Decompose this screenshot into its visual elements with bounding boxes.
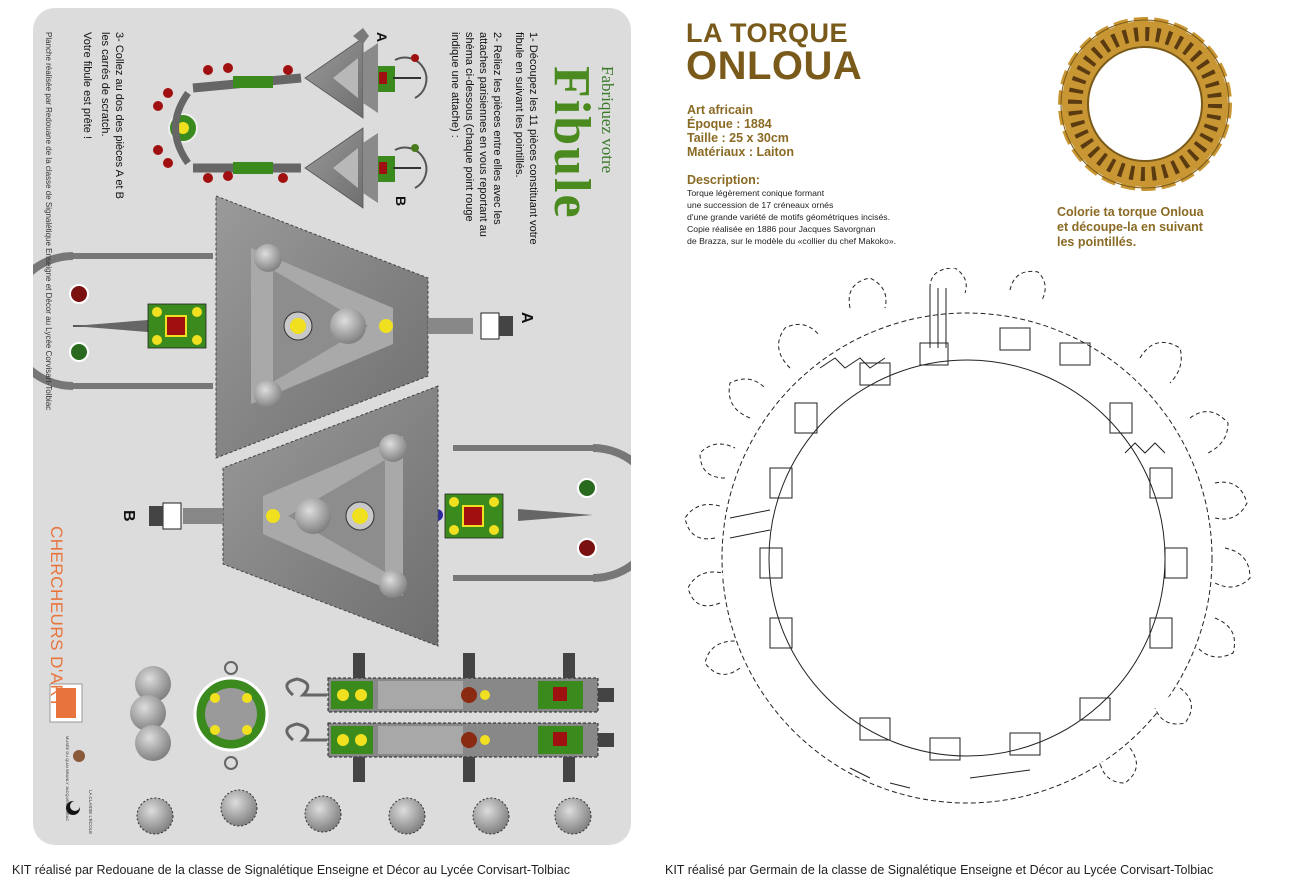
step-2-line-4: indique une attache) : [449, 32, 461, 138]
step-1-line-2: fibule en suivant les pointillés. [513, 32, 525, 178]
brand-label: CHERCHEURS D'ART [47, 526, 66, 708]
chain-pieces [130, 653, 614, 834]
footer-right: KIT réalisé par Germain de la classe de Signalétique Enseigne et Décor au Lycée Corvisart-Tolbiac [665, 863, 1214, 877]
diagram-piece-a [305, 28, 426, 118]
sheet-title-top: Fabriquez votre [598, 66, 617, 174]
instruction-line-1: Colorie ta torque Onloua [1057, 205, 1204, 219]
instruction-line-3: les pointillés. [1057, 235, 1137, 249]
description-line-4: Copie réalisée en 1886 pour Jacques Savorgnan [687, 224, 876, 234]
description-line-1: Torque légèrement conique formant [687, 188, 825, 198]
step-2-line-3: shéma ci-dessous (chaque point rouge [463, 32, 475, 222]
step-final: Votre fibule est prête ! [81, 32, 93, 140]
step-2-line-1: 2- Reliez les pièces entre elles avec les [491, 32, 503, 225]
torque-title-line-2: ONLOUA [686, 44, 863, 88]
torque-colored-illustration [1055, 14, 1235, 194]
meta-art: Art africain [687, 103, 753, 117]
logo-museum-text: MUSÉE DU QUAI BRANLY JACQUES CHIRAC [65, 736, 70, 822]
step-3-line-1: 3- Collez au dos des pièces A et B [113, 32, 125, 199]
description-title: Description: [687, 173, 760, 187]
label-b-large: B [120, 510, 137, 522]
step-3-line-2: les carrés de scratch. [99, 32, 111, 137]
link-strip-2 [287, 723, 614, 782]
torque-title-line-1: LA TORQUE [686, 18, 849, 48]
step-2-line-2: attaches parisiennes en vous reportant au [477, 32, 489, 237]
footer-left: KIT réalisé par Redouane de la classe de Signalétique Enseigne et Décor au Lycée Corvisart-Tolbiac [12, 863, 570, 877]
piece-a [33, 196, 513, 458]
description-line-2: une succession de 17 créneaux ornés [687, 200, 834, 210]
label-a-small: A [374, 32, 390, 43]
label-b-small: B [393, 196, 409, 207]
credit-text: Planche réalisée par Redouane de la classe de Signalétique Enseigne et Décor au Lycée Corvisart-Tolbiac [44, 32, 53, 411]
disc-pieces [137, 790, 591, 834]
fibule-sheet [33, 8, 631, 845]
logo-class-text: LA CLASSE L'ÉCOLE [88, 790, 93, 835]
assembly-diagram [153, 28, 426, 208]
step-1-line-1: 1- Découpez les 11 pièces constituant votre [527, 32, 539, 245]
sheet-title-main: Fibule [543, 66, 600, 220]
torque-outline-coloring [670, 268, 1270, 868]
description-line-3: d'une grande variété de motifs géométriques incisés. [687, 212, 891, 222]
meta-taille: Taille : 25 x 30cm [687, 131, 789, 145]
meta-epoque: Époque : 1884 [687, 117, 772, 131]
label-a-large: A [518, 312, 535, 324]
instruction-line-2: et découpe-la en suivant [1057, 220, 1203, 234]
link-strip-1 [287, 653, 614, 712]
meta-materiaux: Matériaux : Laiton [687, 145, 794, 159]
pendant-piece [130, 662, 267, 769]
description-line-5: de Brazza, sur le modèle du «collier du chef Makoko». [687, 236, 897, 246]
